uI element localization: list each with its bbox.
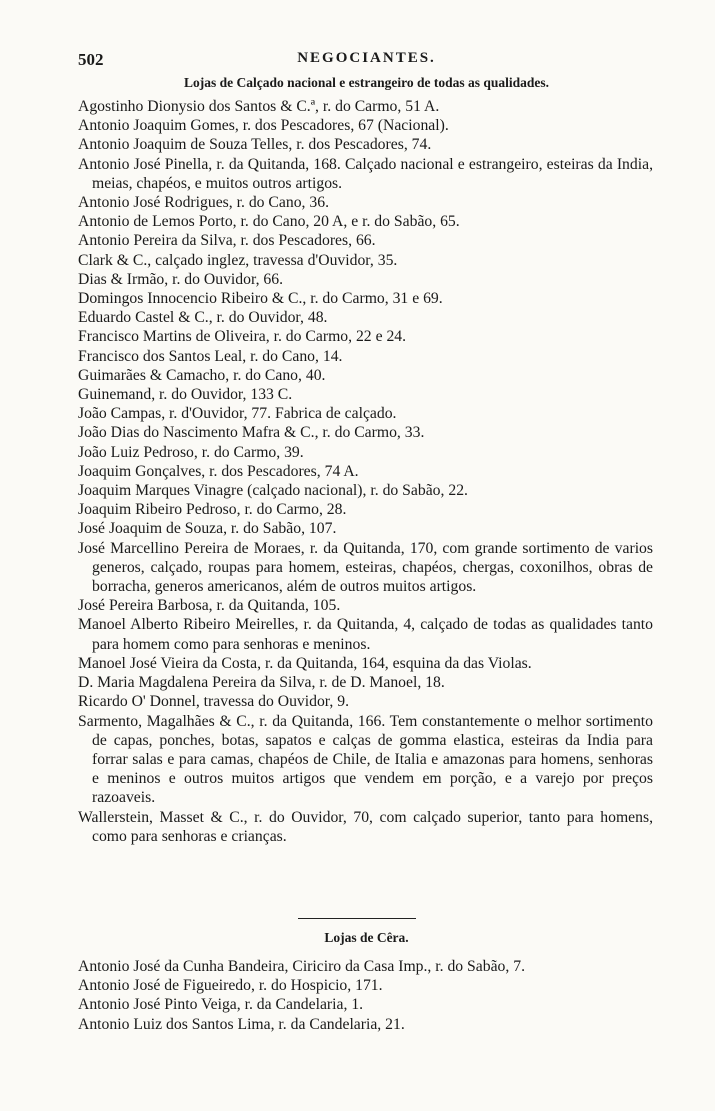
entry: Wallerstein, Masset & C., r. do Ouvidor, 70, com calçado superior, tanto para homens, como para senhoras e crianças. bbox=[78, 808, 653, 845]
entry: Manoel Alberto Ribeiro Meirelles, r. da Quitanda, 4, calçado de todas as qualidades tanto para homem como para senhoras e meninos. bbox=[78, 616, 653, 653]
entry: Manoel José Vieira da Costa, r. da Quitanda, 164, esquina da das Violas. bbox=[78, 654, 532, 672]
entry: Antonio José Rodrigues, r. do Cano, 36. bbox=[78, 194, 329, 212]
entry: José Marcellino Pereira de Moraes, r. da Quitanda, 170, com grande sortimento de varios generos, calçado, roupas para homem, esteiras, chapéos, chergas, coxonilhos, obras de borracha, generos americanos, além de outros muitos artigos. bbox=[78, 539, 653, 596]
entry-list-calcado bbox=[78, 97, 653, 846]
section-title-cera: Lojas de Cêra. bbox=[324, 930, 409, 945]
entry: Guinemand, r. do Ouvidor, 133 C. bbox=[78, 386, 293, 404]
entry: Domingos Innocencio Ribeiro & C., r. do Carmo, 31 e 69. bbox=[78, 290, 443, 308]
entry: Antonio Luiz dos Santos Lima, r. da Candelaria, 21. bbox=[78, 1015, 405, 1033]
entry: Antonio José de Figueiredo, r. do Hospicio, 171. bbox=[78, 977, 383, 995]
entry: Antonio Joaquim de Souza Telles, r. dos Pescadores, 74. bbox=[78, 136, 432, 154]
entry: Antonio José Pinto Veiga, r. da Candelaria, 1. bbox=[78, 996, 364, 1014]
entry: Antonio de Lemos Porto, r. do Cano, 20 A, e r. do Sabão, 65. bbox=[78, 213, 460, 231]
entry: José Pereira Barbosa, r. da Quitanda, 105. bbox=[78, 597, 341, 615]
entry: Eduardo Castel & C., r. do Ouvidor, 48. bbox=[78, 309, 328, 327]
entry: Joaquim Marques Vinagre (calçado nacional), r. do Sabão, 22. bbox=[78, 482, 468, 500]
entry: Clark & C., calçado inglez, travessa d'Ouvidor, 35. bbox=[78, 251, 398, 269]
entry: Joaquim Gonçalves, r. dos Pescadores, 74 A. bbox=[78, 462, 359, 480]
entry: Antonio Pereira da Silva, r. dos Pescadores, 66. bbox=[78, 232, 376, 250]
entry: Francisco Martins de Oliveira, r. do Carmo, 22 e 24. bbox=[78, 328, 407, 346]
running-title: NEGOCIANTES. bbox=[297, 50, 436, 66]
entry: D. Maria Magdalena Pereira da Silva, r. de D. Manoel, 18. bbox=[78, 674, 445, 692]
entry: Sarmento, Magalhães & C., r. da Quitanda, 166. Tem constantemente o melhor sortimento de capas, ponches, botas, sapatos e calças de gomma elastica, esteiras da India para forrar salas e para camas, chapéos de Chile, de Italia e amazonas para homens, senhoras e meninos e outros muitos artigos que vendem em porção, e a varejo por preços razoaveis. bbox=[78, 712, 653, 807]
entry: Antonio José da Cunha Bandeira, Ciriciro da Casa Imp., r. do Sabão, 7. bbox=[78, 958, 526, 975]
entry: João Luiz Pedroso, r. do Carmo, 39. bbox=[78, 443, 304, 461]
entry: Joaquim Ribeiro Pedroso, r. do Carmo, 28. bbox=[78, 501, 347, 519]
entry: Antonio Joaquim Gomes, r. dos Pescadores, 67 (Nacional). bbox=[78, 117, 449, 135]
entry: Francisco dos Santos Leal, r. do Cano, 14. bbox=[78, 347, 343, 365]
entry: João Dias do Nascimento Mafra & C., r. do Carmo, 33. bbox=[78, 424, 425, 442]
entry: Agostinho Dionysio dos Santos & C.ª, r. do Carmo, 51 A. bbox=[78, 98, 440, 115]
entry: José Joaquim de Souza, r. do Sabão, 107. bbox=[78, 520, 337, 538]
entry: Ricardo O' Donnel, travessa do Ouvidor, 9. bbox=[78, 693, 350, 711]
section-title-calcado: Lojas de Calçado nacional e estrangeiro de todas as qualidades. bbox=[183, 75, 550, 90]
running-head bbox=[78, 50, 655, 70]
section-divider bbox=[298, 918, 416, 919]
entry: Dias & Irmão, r. do Ouvidor, 66. bbox=[78, 270, 284, 288]
page-number: 502 bbox=[78, 50, 104, 69]
entry: Guimarães & Camacho, r. do Cano, 40. bbox=[78, 366, 326, 384]
entry: Antonio José Pinella, r. da Quitanda, 168. Calçado nacional e estrangeiro, esteiras da India, meias, chapéos, e muitos outros artigos. bbox=[78, 155, 653, 192]
entry-list-cera bbox=[78, 957, 653, 1034]
entry: João Campas, r. d'Ouvidor, 77. Fabrica de calçado. bbox=[78, 405, 397, 423]
